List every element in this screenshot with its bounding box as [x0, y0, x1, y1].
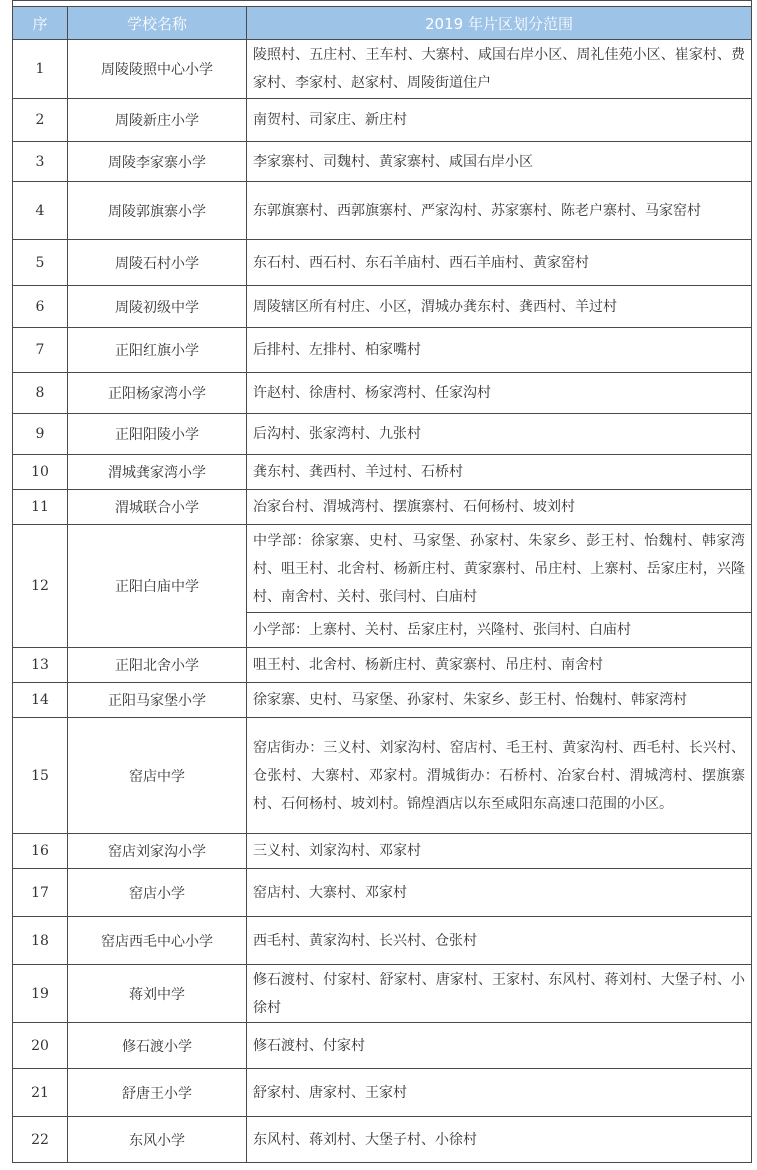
table-row	[13, 490, 752, 525]
school-name: 正阳白庙中学	[68, 525, 247, 648]
school-name: 正阳阳陵小学	[68, 414, 247, 455]
district-range: 东石村、西石村、东石羊庙村、西石羊庙村、黄家窑村	[247, 240, 752, 286]
school-name: 周陵新庄小学	[68, 99, 247, 142]
table-row	[13, 683, 752, 718]
school-name: 正阳红旗小学	[68, 328, 247, 373]
row-no: 1	[13, 40, 68, 99]
row-no: 10	[13, 455, 68, 490]
table-row	[13, 99, 752, 142]
district-range: 修石渡村、付家村	[247, 1023, 752, 1069]
table-row	[13, 455, 752, 490]
row-no: 14	[13, 683, 68, 718]
table-row	[13, 182, 752, 240]
row-no: 17	[13, 869, 68, 917]
school-name: 周陵初级中学	[68, 286, 247, 328]
row-no: 8	[13, 373, 68, 414]
school-name: 周陵李家寨小学	[68, 142, 247, 182]
district-range-primary: 小学部：上寨村、关村、岳家庄村，兴隆村、张闫村、白庙村	[247, 613, 752, 648]
header-school: 学校名称	[68, 7, 247, 40]
header-no: 序	[13, 7, 68, 40]
row-no: 21	[13, 1069, 68, 1117]
row-no: 9	[13, 414, 68, 455]
district-range: 修石渡村、付家村、舒家村、唐家村、王家村、东风村、蒋刘村、大堡子村、小徐村	[247, 965, 752, 1023]
district-range: 三义村、刘家沟村、邓家村	[247, 834, 752, 869]
table-row	[13, 917, 752, 965]
row-no: 20	[13, 1023, 68, 1069]
district-range: 徐家寨、史村、马家堡、孙家村、朱家乡、彭王村、怡魏村、韩家湾村	[247, 683, 752, 718]
table-row	[13, 718, 752, 834]
school-name: 正阳杨家湾小学	[68, 373, 247, 414]
school-name: 渭城龚家湾小学	[68, 455, 247, 490]
table-row	[13, 286, 752, 328]
district-range: 窑店街办：三义村、刘家沟村、窑店村、毛王村、黄家沟村、西毛村、长兴村、仓张村、大寨村、邓家村。渭城街办：石桥村、冶家台村、渭城湾村、摆旗寨村、石何杨村、坡刘村。锦煌酒店以东至咸阳东高速口范围的小区。	[247, 718, 752, 834]
table-row	[13, 869, 752, 917]
table-row	[13, 40, 752, 99]
row-no: 16	[13, 834, 68, 869]
row-no: 6	[13, 286, 68, 328]
district-range: 东郭旗寨村、西郭旗寨村、严家沟村、苏家寨村、陈老户寨村、马家窑村	[247, 182, 752, 240]
district-range: 陵照村、五庄村、王车村、大寨村、咸国右岸小区、周礼佳苑小区、崔家村、费家村、李家村、赵家村、周陵街道住户	[247, 40, 752, 99]
table-row	[13, 525, 752, 613]
district-range: 周陵辖区所有村庄、小区，渭城办龚东村、龚西村、羊过村	[247, 286, 752, 328]
row-no: 3	[13, 142, 68, 182]
school-name: 修石渡小学	[68, 1023, 247, 1069]
school-name: 蒋刘中学	[68, 965, 247, 1023]
school-name: 窑店西毛中心小学	[68, 917, 247, 965]
district-range: 南贺村、司家庄、新庄村	[247, 99, 752, 142]
row-no: 4	[13, 182, 68, 240]
school-name: 正阳马家堡小学	[68, 683, 247, 718]
school-name: 正阳北舍小学	[68, 648, 247, 683]
table-row	[13, 834, 752, 869]
row-no: 5	[13, 240, 68, 286]
header-range: 2019 年片区划分范围	[247, 7, 752, 40]
district-range: 咀王村、北舍村、杨新庄村、黄家寨村、吊庄村、南舍村	[247, 648, 752, 683]
table-row	[13, 373, 752, 414]
school-name: 周陵郭旗寨小学	[68, 182, 247, 240]
table-row	[13, 328, 752, 373]
school-district-table	[12, 6, 752, 1163]
district-range: 龚东村、龚西村、羊过村、石桥村	[247, 455, 752, 490]
district-range: 东风村、蒋刘村、大堡子村、小徐村	[247, 1117, 752, 1163]
school-name: 渭城联合小学	[68, 490, 247, 525]
row-no: 2	[13, 99, 68, 142]
row-no: 18	[13, 917, 68, 965]
district-range: 舒家村、唐家村、王家村	[247, 1069, 752, 1117]
school-name: 舒唐王小学	[68, 1069, 247, 1117]
row-no: 7	[13, 328, 68, 373]
row-no: 22	[13, 1117, 68, 1163]
row-no: 15	[13, 718, 68, 834]
district-range: 窑店村、大寨村、邓家村	[247, 869, 752, 917]
school-name: 窑店刘家沟小学	[68, 834, 247, 869]
school-name: 周陵石村小学	[68, 240, 247, 286]
table-row	[13, 414, 752, 455]
table-header-row	[13, 7, 752, 40]
school-name: 周陵陵照中心小学	[68, 40, 247, 99]
table-row	[13, 1069, 752, 1117]
district-range: 李家寨村、司魏村、黄家寨村、咸国右岸小区	[247, 142, 752, 182]
school-name: 东风小学	[68, 1117, 247, 1163]
district-range: 后排村、左排村、柏家嘴村	[247, 328, 752, 373]
row-no: 12	[13, 525, 68, 648]
school-name: 窑店小学	[68, 869, 247, 917]
school-name: 窑店中学	[68, 718, 247, 834]
table-row	[13, 142, 752, 182]
district-range-middle: 中学部：徐家寨、史村、马家堡、孙家村、朱家乡、彭王村、怡魏村、韩家湾村、咀王村、北舍村、杨新庄村、黄家寨村、吊庄村、上寨村、岳家庄村，兴隆村、南舍村、关村、张闫村、白庙村	[247, 525, 752, 613]
table-row	[13, 240, 752, 286]
row-no: 11	[13, 490, 68, 525]
district-range: 西毛村、黄家沟村、长兴村、仓张村	[247, 917, 752, 965]
table-row	[13, 648, 752, 683]
table-row	[13, 1023, 752, 1069]
table-row	[13, 965, 752, 1023]
district-range: 后沟村、张家湾村、九张村	[247, 414, 752, 455]
row-no: 13	[13, 648, 68, 683]
table-row	[13, 1117, 752, 1163]
district-range: 冶家台村、渭城湾村、摆旗寨村、石何杨村、坡刘村	[247, 490, 752, 525]
district-range: 许赵村、徐唐村、杨家湾村、任家沟村	[247, 373, 752, 414]
row-no: 19	[13, 965, 68, 1023]
